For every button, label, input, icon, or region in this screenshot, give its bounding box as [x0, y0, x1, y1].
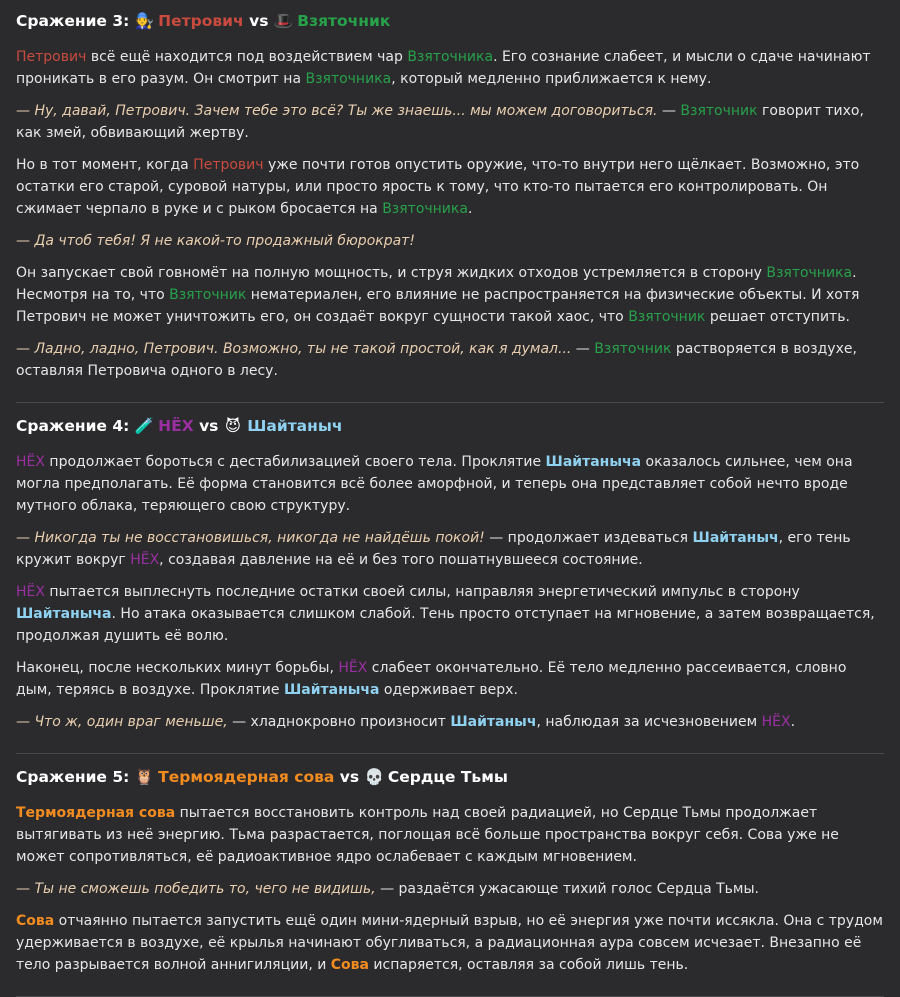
fighter-vzyatochnik: Взяточник: [297, 12, 391, 30]
fighter-heart-of-darkness: Сердце Тьмы: [387, 768, 508, 786]
paragraph: Он запускает свой говномёт на полную мощность, и струя жидких отходов устремляется в сторону Взяточника. Несмотря на то, что Взяточник нематериален, его влияние не распространяется на физические объекты. И хотя Петрович не может уничтожить его, он создаёт вокруг сущности такой хаос, что Взяточник решает отступить.: [16, 265, 860, 325]
plumber-emoji-icon: 🧑‍🔧: [134, 12, 155, 30]
battle-3-heading: Сражение 3: 🧑‍🔧 Петрович vs 🎩 Взяточник: [16, 12, 391, 30]
paragraph: Но в тот момент, когда Петрович уже почти готов опустить оружие, что-то внутри него щёлкает. Возможно, это остатки его старой, суровой натуры, или просто ярость к тому, что кто-то пытается его контролировать. Он сжимает черпало в руке и с рыком бросается на Взяточника.: [16, 157, 860, 217]
battle-4-section: [16, 413, 884, 749]
paragraph: НЁХ продолжает бороться с дестабилизацией своего тела. Проклятие Шайтаныча оказалось сильнее, чем она могла предполагать. Её форма становится всё более аморфной, и теперь она представляет собой нечто вроде мутного облака, теряющего свою структуру.: [16, 454, 853, 514]
battle-4-heading: Сражение 4: 🧪 НЁХ vs 😈 Шайтаныч: [16, 417, 343, 435]
paragraph: Наконец, после нескольких минут борьбы, НЁХ слабеет окончательно. Её тело медленно рассеивается, словно дым, теряясь в воздухе. Проклятие Шайтаныча одерживает верх.: [16, 660, 847, 698]
paragraph: Сова отчаянно пытается запустить ещё один мини-ядерный взрыв, но её энергия уже почти иссякла. Она с трудом удерживается в воздухе, её крылья начинают обугливаться, а радиационная аура совсем исчезает. Внезапно её тело разрывается волной аннигиляции, и Сова испаряется, оставляя за собой лишь тень.: [16, 913, 883, 973]
quote-paragraph: — Ты не сможешь победить то, чего не видишь, — раздаётся ужасающе тихий голос Сердца Тьмы.: [16, 881, 759, 897]
divider: [16, 753, 884, 754]
battle-3-section: [16, 8, 884, 398]
devil-emoji-icon: 😈: [224, 417, 241, 435]
quote-paragraph: — Никогда ты не восстановишься, никогда не найдёшь покой! — продолжает издеваться Шайтаныч, его тень кружит вокруг НЁХ, создавая давление на её и без того пошатнувшееся состояние.: [16, 530, 851, 568]
quote-paragraph: — Что ж, один враг меньше, — хладнокровно произносит Шайтаныч, наблюдая за исчезновением НЁХ.: [16, 714, 796, 730]
skull-emoji-icon: 💀: [364, 768, 384, 786]
owl-emoji-icon: 🦉: [134, 768, 155, 786]
paragraph: Петрович всё ещё находится под воздействием чар Взяточника. Его сознание слабеет, и мысли о сдаче начинают проникать в его разум. Он смотрит на Взяточника, который медленно приближается к нему.: [16, 49, 871, 87]
quote-paragraph: — Ну, давай, Петрович. Зачем тебе это всё? Ты же знаешь... мы можем договориться. — Взяточник говорит тихо, как змей, обвивающий жертву.: [16, 103, 864, 141]
paragraph: НЁХ пытается выплеснуть последние остатки своей силы, направляя энергетический импульс в сторону Шайтаныча. Но атака оказывается слишком слабой. Тень просто отступает на мгновение, а затем возвращается, продолжая душить её волю.: [16, 584, 875, 644]
fighter-shaytanych: Шайтаныч: [247, 417, 343, 435]
quote-paragraph: — Ладно, ладно, Петрович. Возможно, ты не такой простой, как я думал... — Взяточник растворяется в воздухе, оставляя Петровича одного в лесу.: [16, 341, 857, 379]
fighter-nyokh: НЁХ: [158, 417, 194, 435]
battle-5-section: [16, 764, 884, 992]
divider: [16, 402, 884, 403]
test-tube-emoji-icon: 🧪: [134, 417, 155, 435]
top-hat-emoji-icon: 🎩: [273, 12, 294, 30]
fighter-owl: Термоядерная сова: [158, 768, 335, 786]
quote-paragraph: — Да чтоб тебя! Я не какой-то продажный бюрократ!: [16, 233, 415, 249]
battle-5-heading: Сражение 5: 🦉 Термоядерная сова vs 💀 Сердце Тьмы: [16, 768, 508, 786]
paragraph: Термоядерная сова пытается восстановить контроль над своей радиацией, но Сердце Тьмы продолжает вытягивать из неё энергию. Тьма разрастается, поглощая всё больше пространства вокруг себя. Сова уже не может сопротивляться, её радиоактивное ядро ослабевает с каждым мгновением.: [16, 805, 839, 865]
fighter-petrovich: Петрович: [158, 12, 244, 30]
